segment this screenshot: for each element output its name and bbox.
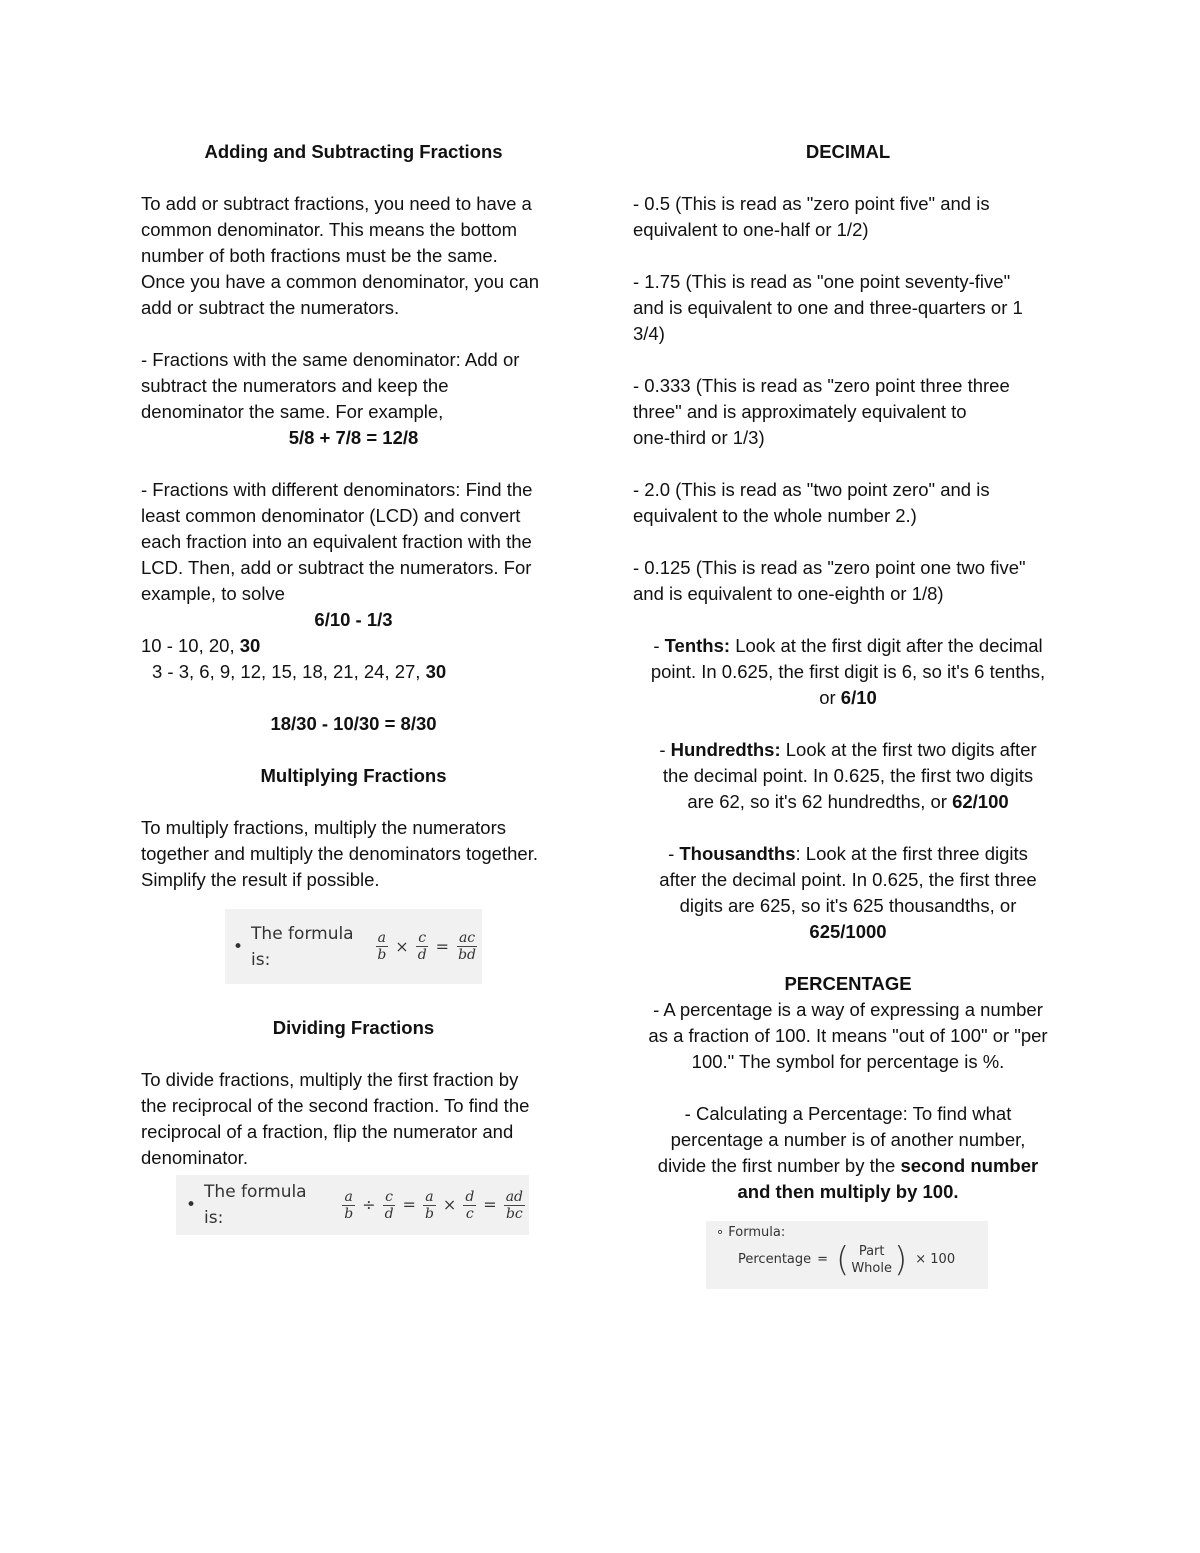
fraction-ac-bd: $\frac{ac}{bd}$: [458, 930, 476, 963]
diff-denom-line: least common denominator (LCD) and convert: [141, 505, 521, 526]
part-whole-fraction: [851, 1243, 892, 1277]
same-denom-example: 5/8 + 7/8 = 12/8: [288, 427, 419, 448]
fraction-a-b: $\frac{a}{b}$: [424, 1188, 434, 1222]
multiples-of-10: [141, 633, 566, 659]
dividing-line: To divide fractions, multiply the first fraction by: [141, 1069, 519, 1090]
decimal-example-line: and is equivalent to one and three-quarters or 1: [633, 297, 1023, 318]
decimal-example-line: and is equivalent to one-eighth or 1/8): [633, 583, 944, 604]
multiplying-line: together and multiply the denominators together.: [141, 843, 538, 864]
decimal-example-line: equivalent to the whole number 2.): [633, 505, 917, 526]
formula-label: The formula is:: [204, 1182, 307, 1228]
multiples-10-lcd: 30: [239, 635, 261, 656]
calc-percentage-line: percentage a number is of another number,: [670, 1129, 1026, 1150]
same-denom-line: subtract the numerators and keep the: [141, 375, 449, 396]
decimal-example-line: equivalent to one-half or 1/2): [633, 219, 869, 240]
hundredths-answer: 62/100: [952, 791, 1009, 812]
adding-intro-line: Once you have a common denominator, you can: [141, 271, 539, 292]
equals-symbol: =: [483, 1195, 497, 1214]
multiplication-formula-image: [225, 909, 482, 984]
same-denom-line: denominator the same. For example,: [141, 401, 444, 422]
decimal-heading: DECIMAL: [805, 141, 891, 162]
hundredths-term: Hundredths:: [670, 739, 781, 760]
hundredths-line: are 62, so it's 62 hundredths, or 62/100: [687, 791, 1009, 812]
decimal-example-line: three" and is approximately equivalent to: [633, 401, 967, 422]
decimal-example-line: - 2.0 (This is read as "two point zero" and is: [633, 479, 990, 500]
diff-denom-line: LCD. Then, add or subtract the numerators. For: [141, 557, 532, 578]
right-paren-icon: ): [893, 1240, 908, 1280]
calc-percentage-line: - Calculating a Percentage: To find what: [684, 1103, 1012, 1124]
diff-denom-line: - Fractions with different denominators: Find the: [141, 479, 533, 500]
diff-denom-line: each fraction into an equivalent fraction with the: [141, 531, 532, 552]
fraction-c-d: $\frac{c}{d}$: [417, 930, 427, 963]
adding-intro-line: number of both fractions must be the same.: [141, 245, 498, 266]
fraction-a-b: $\frac{a}{b}$: [344, 1188, 354, 1222]
multiplying-line: Simplify the result if possible.: [141, 869, 380, 890]
percentage-formula: [716, 1240, 978, 1280]
decimal-example-line: - 1.75 (This is read as "one point seventy-five": [633, 271, 1011, 292]
adding-intro-line: common denominator. This means the bottom: [141, 219, 518, 240]
dividing-line: denominator.: [141, 1147, 248, 1168]
multiples-of-3: [141, 659, 566, 685]
calc-percentage-line: and then multiply by 100.: [737, 1181, 959, 1202]
formula-label: The formula is:: [251, 923, 354, 970]
tenths-answer: 6/10: [840, 687, 877, 708]
thousandths-line: digits are 625, so it's 625 thousandths, or: [679, 895, 1017, 916]
fraction-ad-bc: $\frac{ad}{bc}$: [505, 1188, 523, 1222]
percentage-def-line: as a fraction of 100. It means "out of 100" or "per: [648, 1025, 1048, 1046]
decimal-example-line: - 0.125 (This is read as "zero point one two five": [633, 557, 1026, 578]
bullet-icon: •: [186, 1195, 197, 1215]
fraction-a-b: $\frac{a}{b}$: [377, 930, 387, 963]
thousandths-line: - Thousandths: Look at the first three digits: [668, 843, 1028, 864]
equals-symbol: =: [402, 1195, 416, 1214]
diff-denom-example: 6/10 - 1/3: [314, 609, 393, 630]
multiples-3-text: 3 - 3, 6, 9, 12, 15, 18, 21, 24, 27,: [152, 661, 426, 682]
adding-intro-line: To add or subtract fractions, you need to have a: [141, 193, 532, 214]
dividing-heading: Dividing Fractions: [272, 1017, 435, 1038]
times-100: × 100: [915, 1252, 956, 1267]
hundredths-line: - Hundredths: Look at the first two digits after: [659, 739, 1037, 760]
thousandths-line: after the decimal point. In 0.625, the first three: [659, 869, 1037, 890]
multiplying-line: To multiply fractions, multiply the numerators: [141, 817, 506, 838]
percentage-lhs: Percentage: [738, 1252, 812, 1267]
fraction-d-c: $\frac{d}{c}$: [465, 1188, 475, 1222]
calc-percentage-line: divide the first number by the second number: [657, 1155, 1039, 1176]
decimal-example-line: - 0.333 (This is read as "zero point three three: [633, 375, 1010, 396]
dividing-line: the reciprocal of the second fraction. To find the: [141, 1095, 530, 1116]
multiples-10-text: 10 - 10, 20,: [141, 635, 240, 656]
times-symbol: ×: [395, 936, 409, 956]
tenths-line: point. In 0.625, the first digit is 6, so it's 6 tenths,: [650, 661, 1046, 682]
percentage-formula-image: [706, 1221, 988, 1289]
divide-symbol: ÷: [362, 1195, 376, 1214]
thousandths-answer: 625/1000: [809, 921, 887, 942]
diff-denom-line: example, to solve: [141, 583, 285, 604]
part-label: Part: [858, 1244, 885, 1259]
multiplying-heading: Multiplying Fractions: [260, 765, 447, 786]
fraction-c-d: $\frac{c}{d}$: [384, 1188, 394, 1222]
diff-denom-result: 18/30 - 10/30 = 8/30: [270, 713, 437, 734]
same-denom-line: - Fractions with the same denominator: Add or: [141, 349, 520, 370]
tenths-line: or 6/10: [819, 687, 877, 708]
calc-bold-text: second number: [900, 1155, 1039, 1176]
right-column: [633, 139, 1063, 1289]
decimal-example-line: - 0.5 (This is read as "zero point five" and is: [633, 193, 990, 214]
decimal-example-line: one-third or 1/3): [633, 427, 765, 448]
left-column: [141, 139, 566, 1235]
formula-label: ∘ Formula:: [716, 1225, 786, 1240]
equals-symbol: =: [817, 1252, 829, 1267]
whole-label: Whole: [851, 1261, 892, 1276]
dividing-line: reciprocal of a fraction, flip the numerator and: [141, 1121, 514, 1142]
multiples-3-lcd: 30: [425, 661, 447, 682]
percentage-heading: PERCENTAGE: [784, 973, 912, 994]
times-symbol: ×: [442, 1195, 457, 1214]
hundredths-line: the decimal point. In 0.625, the first two digits: [662, 765, 1034, 786]
division-formula-image: [176, 1175, 529, 1235]
adding-heading: Adding and Subtracting Fractions: [204, 141, 503, 162]
percentage-def-line: - A percentage is a way of expressing a number: [653, 999, 1043, 1020]
percentage-def-line: 100." The symbol for percentage is %.: [691, 1051, 1005, 1072]
tenths-term: Tenths:: [664, 635, 731, 656]
decimal-example-line: 3/4): [633, 323, 665, 344]
equals-symbol: =: [435, 936, 450, 956]
tenths-line: - Tenths: Look at the first digit after the decimal: [653, 635, 1043, 656]
bullet-icon: •: [233, 936, 244, 957]
adding-intro-line: add or subtract the numerators.: [141, 297, 400, 318]
left-paren-icon: (: [836, 1240, 850, 1280]
thousandths-term: Thousandths: [679, 843, 796, 864]
